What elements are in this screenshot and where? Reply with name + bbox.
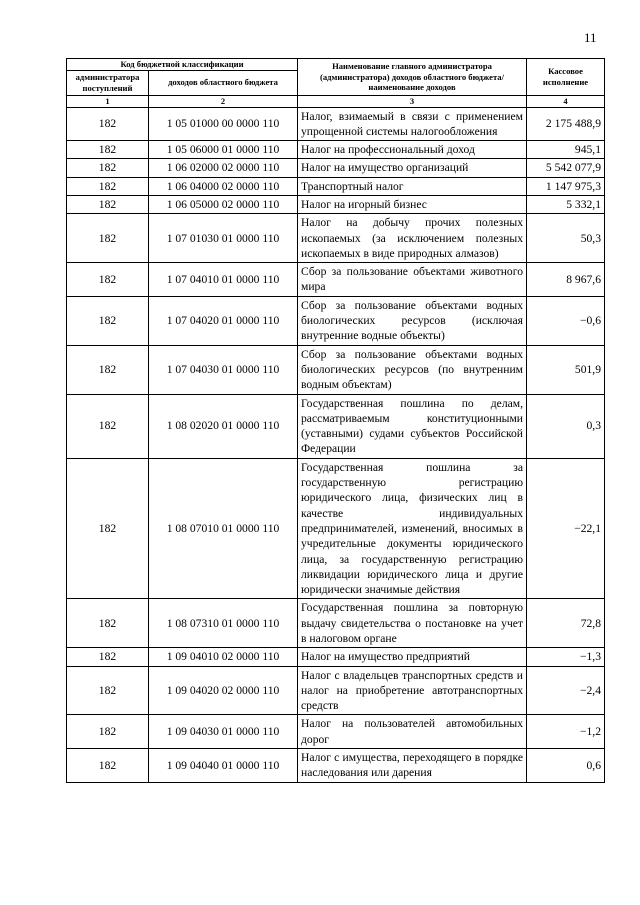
table-row: [67, 107, 605, 141]
revenue-name-cell: Налог на добычу прочих полезных ископаемых (за исключением полезных ископаемых в виде природных алмазов): [298, 214, 527, 263]
revenue-name-cell: Налог с имущества, переходящего в порядке наследования или дарения: [298, 749, 527, 783]
cash-execution-column-header: Кассовое исполнение: [527, 59, 605, 96]
amount-cell: 945,1: [527, 141, 605, 159]
column-number: 2: [149, 95, 298, 107]
admin-code-cell: 182: [67, 214, 149, 263]
budget-revenue-table: [66, 58, 605, 783]
revenue-name-cell: Сбор за пользование объектами животного мира: [298, 263, 527, 297]
admin-code-cell: 182: [67, 107, 149, 141]
revenue-code-cell: 1 05 06000 01 0000 110: [149, 141, 298, 159]
admin-code-cell: 182: [67, 666, 149, 715]
amount-cell: −1,2: [527, 715, 605, 749]
amount-cell: 1 147 975,3: [527, 177, 605, 195]
amount-cell: 2 175 488,9: [527, 107, 605, 141]
admin-code-cell: 182: [67, 141, 149, 159]
revenue-code-cell: 1 08 07010 01 0000 110: [149, 458, 298, 599]
table-row: [67, 648, 605, 666]
admin-code-cell: 182: [67, 715, 149, 749]
table-row: [67, 214, 605, 263]
revenue-name-cell: Транспортный налог: [298, 177, 527, 195]
revenue-name-cell: Налог, взимаемый в связи с применением упрощенной системы налогообложения: [298, 107, 527, 141]
revenue-name-cell: Налог на игорный бизнес: [298, 195, 527, 213]
amount-cell: −0,6: [527, 296, 605, 345]
admin-code-cell: 182: [67, 195, 149, 213]
table-row: [67, 263, 605, 297]
revenue-name-cell: Государственная пошлина по делам, рассматриваемым конституционными (уставными) судами субъектов Российской Федерации: [298, 394, 527, 458]
admin-code-cell: 182: [67, 394, 149, 458]
revenue-code-cell: 1 05 01000 00 0000 110: [149, 107, 298, 141]
admin-code-cell: 182: [67, 458, 149, 599]
revenue-code-cell: 1 07 04020 01 0000 110: [149, 296, 298, 345]
admin-code-cell: 182: [67, 599, 149, 648]
table-row: [67, 666, 605, 715]
amount-cell: 72,8: [527, 599, 605, 648]
revenue-name-cell: Налог на имущество организаций: [298, 159, 527, 177]
revenue-name-cell: Государственная пошлина за повторную выдачу свидетельства о постановке на учет в налоговом органе: [298, 599, 527, 648]
revenue-name-cell: Налог на пользователей автомобильных дорог: [298, 715, 527, 749]
revenue-code-cell: 1 09 04030 01 0000 110: [149, 715, 298, 749]
name-column-header: Наименование главного администратора (администратора) доходов областного бюджета/ наименование доходов: [298, 59, 527, 96]
revenue-code-cell: 1 09 04020 02 0000 110: [149, 666, 298, 715]
table-row: [67, 749, 605, 783]
revenue-code-cell: 1 09 04010 02 0000 110: [149, 648, 298, 666]
table-row: [67, 394, 605, 458]
revenue-code-cell: 1 06 04000 02 0000 110: [149, 177, 298, 195]
budget-classification-code-header: Код бюджетной классификации: [67, 59, 298, 71]
revenue-code-cell: 1 08 02020 01 0000 110: [149, 394, 298, 458]
revenue-code-cell: 1 06 05000 02 0000 110: [149, 195, 298, 213]
table-row: [67, 296, 605, 345]
column-number: 1: [67, 95, 149, 107]
revenue-code-cell: 1 09 04040 01 0000 110: [149, 749, 298, 783]
admin-code-cell: 182: [67, 648, 149, 666]
revenue-code-cell: 1 06 02000 02 0000 110: [149, 159, 298, 177]
revenue-name-cell: Сбор за пользование объектами водных биологических ресурсов (по внутренним водным объектам): [298, 345, 527, 394]
amount-cell: −22,1: [527, 458, 605, 599]
table-row: [67, 159, 605, 177]
revenue-name-cell: Налог с владельцев транспортных средств и налог на приобретение автотранспортных средств: [298, 666, 527, 715]
column-number: 4: [527, 95, 605, 107]
admin-code-cell: 182: [67, 345, 149, 394]
revenue-name-cell: Налог на профессиональный доход: [298, 141, 527, 159]
admin-column-header: администратора поступлений: [67, 70, 149, 95]
revenue-code-column-header: доходов областного бюджета: [149, 70, 298, 95]
amount-cell: −1,3: [527, 648, 605, 666]
amount-cell: 0,3: [527, 394, 605, 458]
revenue-name-cell: Налог на имущество предприятий: [298, 648, 527, 666]
admin-code-cell: 182: [67, 296, 149, 345]
admin-code-cell: 182: [67, 159, 149, 177]
revenue-name-cell: Сбор за пользование объектами водных биологических ресурсов (исключая внутренние водные объекты): [298, 296, 527, 345]
table-row: [67, 195, 605, 213]
table-row: [67, 141, 605, 159]
amount-cell: 5 332,1: [527, 195, 605, 213]
revenue-code-cell: 1 08 07310 01 0000 110: [149, 599, 298, 648]
table-row: [67, 458, 605, 599]
column-number: 3: [298, 95, 527, 107]
table-row: [67, 599, 605, 648]
column-number-row: [67, 95, 605, 107]
revenue-name-cell: Государственная пошлина за государственную регистрацию юридического лица, физических лиц в качестве индивидуальных предпринимателей, изменений, вносимых в учредительные документы юридического лица, за государственную регистрацию ликвидации юридического лица и другие юридически значимые действия: [298, 458, 527, 599]
page-number: 11: [584, 30, 597, 45]
table-row: [67, 715, 605, 749]
amount-cell: 50,3: [527, 214, 605, 263]
revenue-code-cell: 1 07 04030 01 0000 110: [149, 345, 298, 394]
amount-cell: 5 542 077,9: [527, 159, 605, 177]
revenue-code-cell: 1 07 01030 01 0000 110: [149, 214, 298, 263]
revenue-code-cell: 1 07 04010 01 0000 110: [149, 263, 298, 297]
amount-cell: −2,4: [527, 666, 605, 715]
admin-code-cell: 182: [67, 263, 149, 297]
amount-cell: 501,9: [527, 345, 605, 394]
amount-cell: 8 967,6: [527, 263, 605, 297]
amount-cell: 0,6: [527, 749, 605, 783]
table-row: [67, 345, 605, 394]
admin-code-cell: 182: [67, 177, 149, 195]
admin-code-cell: 182: [67, 749, 149, 783]
table-row: [67, 177, 605, 195]
